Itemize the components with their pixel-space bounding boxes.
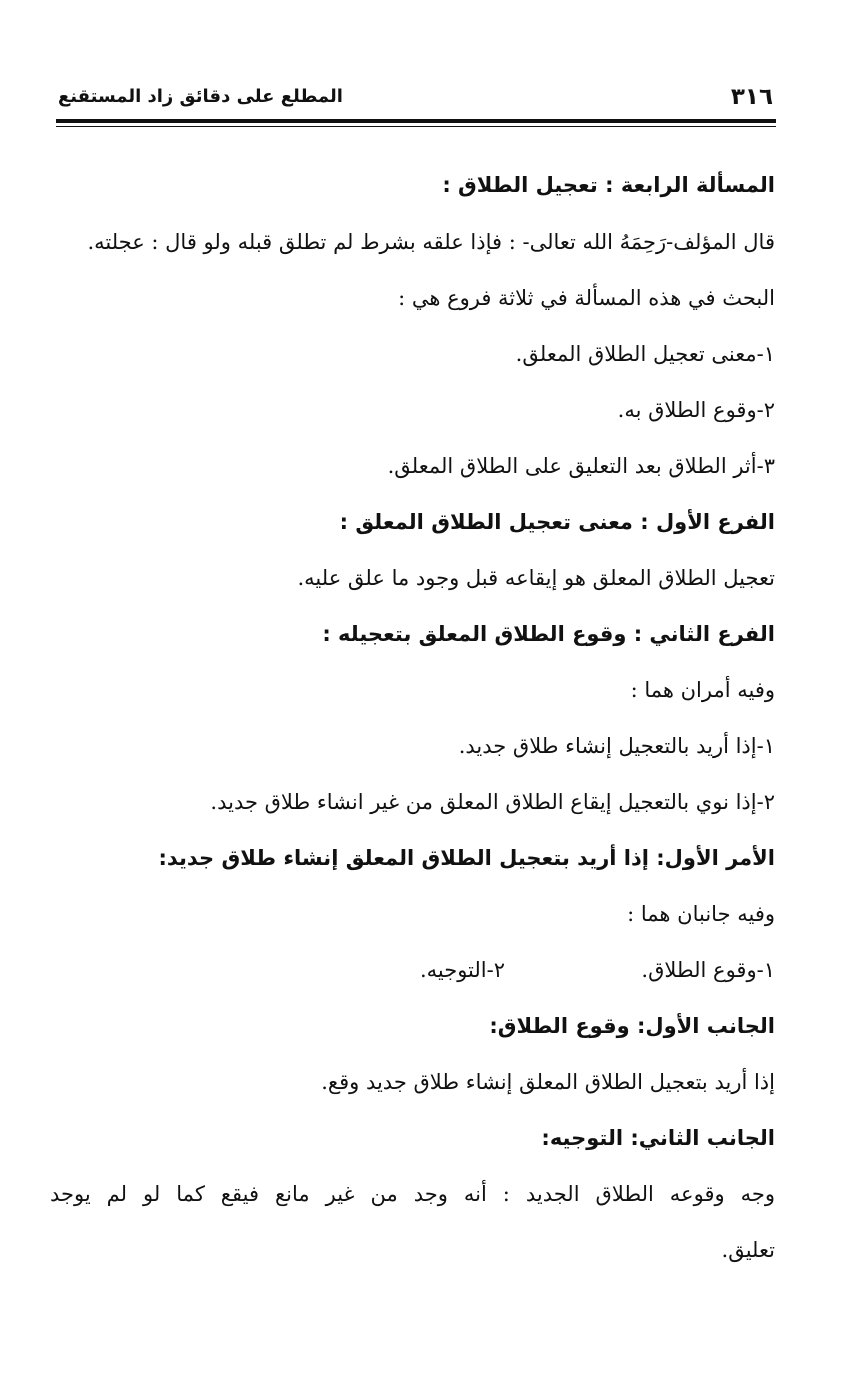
- paragraph: تعجيل الطلاق المعلق هو إيقاعه قبل وجود ما علق عليه.: [297, 566, 775, 590]
- list-item: ١-إذا أريد بالتعجيل إنشاء طلاق جديد.: [458, 734, 775, 758]
- subsection-heading: الفرع الأول : معنى تعجيل الطلاق المعلق :: [339, 510, 775, 534]
- subsection-heading: الفرع الثاني : وقوع الطلاق المعلق بتعجيله :: [322, 622, 775, 646]
- paragraph: تعليق.: [721, 1238, 775, 1262]
- list-item: ١-معنى تعجيل الطلاق المعلق.: [515, 342, 775, 366]
- header-rule-thick: [56, 119, 776, 123]
- paragraph: وفيه أمران هما :: [630, 678, 775, 702]
- page-number: ٣١٦: [730, 84, 773, 110]
- paragraph: وفيه جانبان هما :: [627, 902, 775, 926]
- subsection-heading: الجانب الثاني: التوجيه:: [541, 1126, 775, 1150]
- list-item: ٢-التوجيه.: [419, 958, 505, 982]
- paragraph: البحث في هذه المسألة في ثلاثة فروع هي :: [398, 286, 775, 310]
- paragraph: إذا أريد بتعجيل الطلاق المعلق إنشاء طلاق جديد وقع.: [321, 1070, 775, 1094]
- page-header: [58, 84, 773, 114]
- subsection-heading: الأمر الأول: إذا أريد بتعجيل الطلاق المعلق إنشاء طلاق جديد:: [158, 846, 775, 870]
- list-item: ١-وقوع الطلاق.: [641, 958, 775, 982]
- running-title: المطلع على دقائق زاد المستقنع: [58, 86, 343, 107]
- subsection-heading: الجانب الأول: وقوع الطلاق:: [489, 1014, 775, 1038]
- paragraph: وجه وقوعه الطلاق الجديد : أنه وجد من غير مانع فيقع كما لو لم يوجد: [50, 1182, 775, 1206]
- list-item: ٢-إذا نوي بالتعجيل إيقاع الطلاق المعلق من غير انشاء طلاق جديد.: [210, 790, 775, 814]
- header-rule-thin: [56, 126, 776, 127]
- section-heading: المسألة الرابعة : تعجيل الطلاق :: [442, 173, 775, 197]
- author-quote: قال المؤلف-رَحِمَهُ الله تعالى- : فإذا علقه بشرط لم تطلق قبله ولو قال : عجلته.: [87, 230, 775, 254]
- two-column-list: [275, 955, 775, 985]
- list-item: ٣-أثر الطلاق بعد التعليق على الطلاق المعلق.: [387, 454, 775, 478]
- list-item: ٢-وقوع الطلاق به.: [617, 398, 775, 422]
